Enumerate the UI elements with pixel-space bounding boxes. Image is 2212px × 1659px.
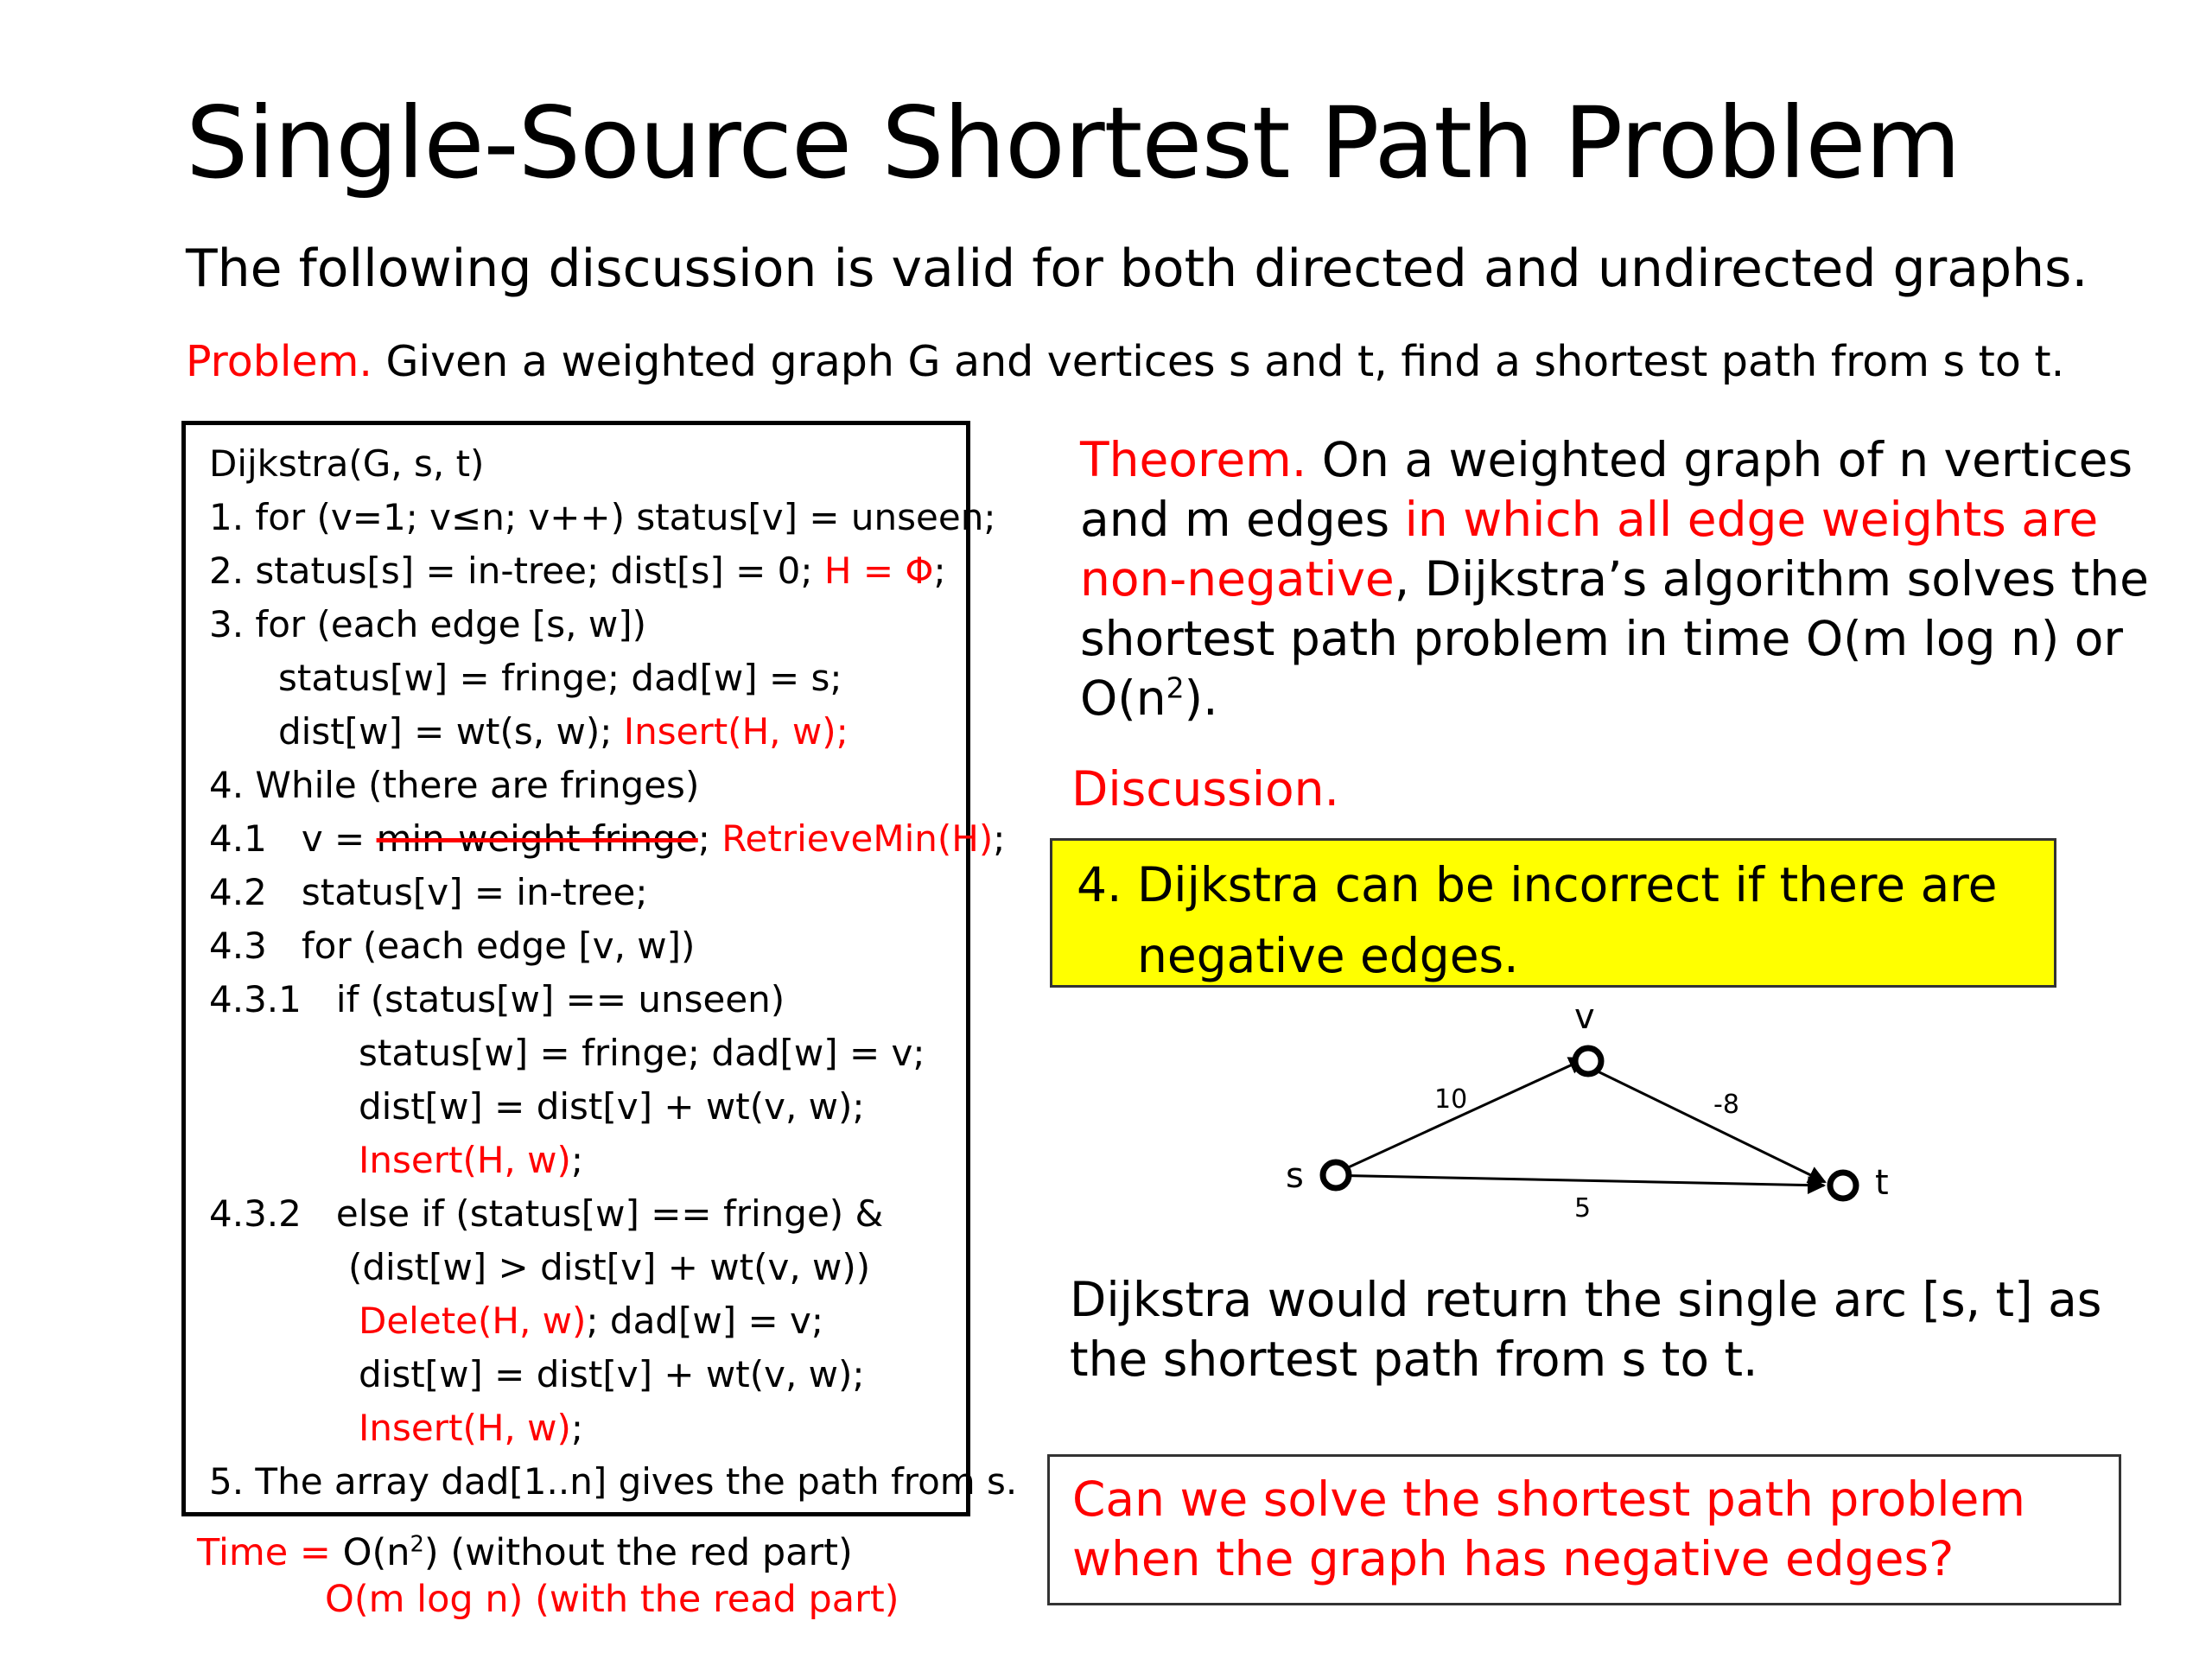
struck-text: min-weight fringe: [376, 817, 698, 860]
algo-line-4-3-2: 4.3.2 else if (status[w] == fringe) &: [209, 1192, 884, 1235]
algo-line-4-3-1: 4.3.1 if (status[w] == unseen): [209, 978, 785, 1020]
conclusion-text: Dijkstra would return the single arc [s, t] as the shortest path from s to t.: [1070, 1272, 2102, 1387]
discussion-point-line2: negative edges.: [1137, 928, 1519, 983]
theorem-label: Theorem.: [1080, 432, 1307, 487]
algo-line-3a: status[w] = fringe; dad[w] = s;: [278, 657, 842, 699]
algo-line-1: 1. for (v=1; v≤n; v++) status[v] = unseen;: [209, 496, 996, 538]
algo-line-4-2: 4.2 status[v] = in-tree;: [209, 871, 648, 913]
node-v: [1575, 1048, 1601, 1074]
edge-s-t: [1324, 1175, 1824, 1185]
algorithm-box: [181, 421, 1018, 1516]
problem-text: Given a weighted graph G and vertices s and t, find a shortest path from s to t.: [385, 337, 2065, 386]
algo-line-4: 4. While (there are fringes): [209, 764, 700, 806]
edge-v-t: [1592, 1069, 1825, 1182]
edge-s-v: [1322, 1058, 1586, 1179]
algo-line-4-1: 4.1 v = min-weight fringe; RetrieveMin(H);: [209, 817, 1006, 860]
algo-line-4-3: 4.3 for (each edge [v, w]): [209, 925, 696, 967]
negative-edge-graph: [1253, 1002, 1944, 1227]
algo-line-4-3-2b: Delete(H, w); dad[w] = v;: [359, 1300, 823, 1342]
algo-line-4-3-2d: Insert(H, w);: [359, 1407, 584, 1449]
node-s-label: s: [1286, 1156, 1304, 1196]
node-v-label: v: [1574, 1002, 1595, 1037]
algo-line-4-3-2c: dist[w] = dist[v] + wt(v, w);: [359, 1353, 865, 1395]
algo-line-3: 3. for (each edge [s, w]): [209, 603, 646, 645]
problem-statement: [186, 337, 2064, 388]
algo-line-4-3-1c: Insert(H, w);: [359, 1139, 584, 1181]
slide-subtitle: The following discussion is valid for both directed and undirected graphs.: [186, 238, 2088, 299]
question-text: Can we solve the shortest path problem when the graph has negative edges?: [1072, 1471, 2025, 1586]
slide-title: Single-Source Shortest Path Problem: [186, 86, 1961, 200]
time-complexity: Time = $O(n^2)$ (without the red part) O(m log n) (with the read part): [197, 1531, 899, 1621]
algo-line-4-3-1b: dist[w] = dist[v] + wt(v, w);: [359, 1085, 865, 1128]
discussion-label: Discussion.: [1071, 761, 1339, 817]
node-t-label: t: [1875, 1163, 1889, 1203]
node-t: [1830, 1173, 1856, 1198]
edge-v-t-weight: -8: [1713, 1090, 1739, 1120]
node-s: [1323, 1162, 1349, 1188]
discussion-point-box: [1050, 838, 2056, 988]
problem-label: Problem.: [186, 337, 372, 386]
theorem: Theorem. On a weighted graph of n vertices and m edges in which all edge weights are non-negative, Dijkstra’s algorithm solves the shortest path problem in time O(m log n) or $O(n^2)$.: [1080, 432, 2149, 726]
algo-header: Dijkstra(G, s, t): [209, 442, 485, 485]
discussion-point-line1: 4. Dijkstra can be incorrect if there are: [1077, 857, 1998, 912]
edge-s-v-weight: 10: [1434, 1084, 1468, 1115]
question-box: [1047, 1454, 2121, 1605]
edge-s-t-weight: 5: [1574, 1193, 1592, 1224]
algo-line-4-3-1a: status[w] = fringe; dad[w] = v;: [359, 1032, 925, 1074]
algo-line-2: 2. status[s] = in-tree; dist[s] = 0; H = Φ;: [209, 550, 946, 592]
algo-line-5: 5. The array dad[1..n] gives the path from s.: [209, 1460, 1018, 1503]
algo-line-3b: dist[w] = wt(s, w); Insert(H, w);: [278, 710, 849, 753]
algo-line-4-3-2a: (dist[w] > dist[v] + wt(v, w)): [348, 1246, 871, 1288]
